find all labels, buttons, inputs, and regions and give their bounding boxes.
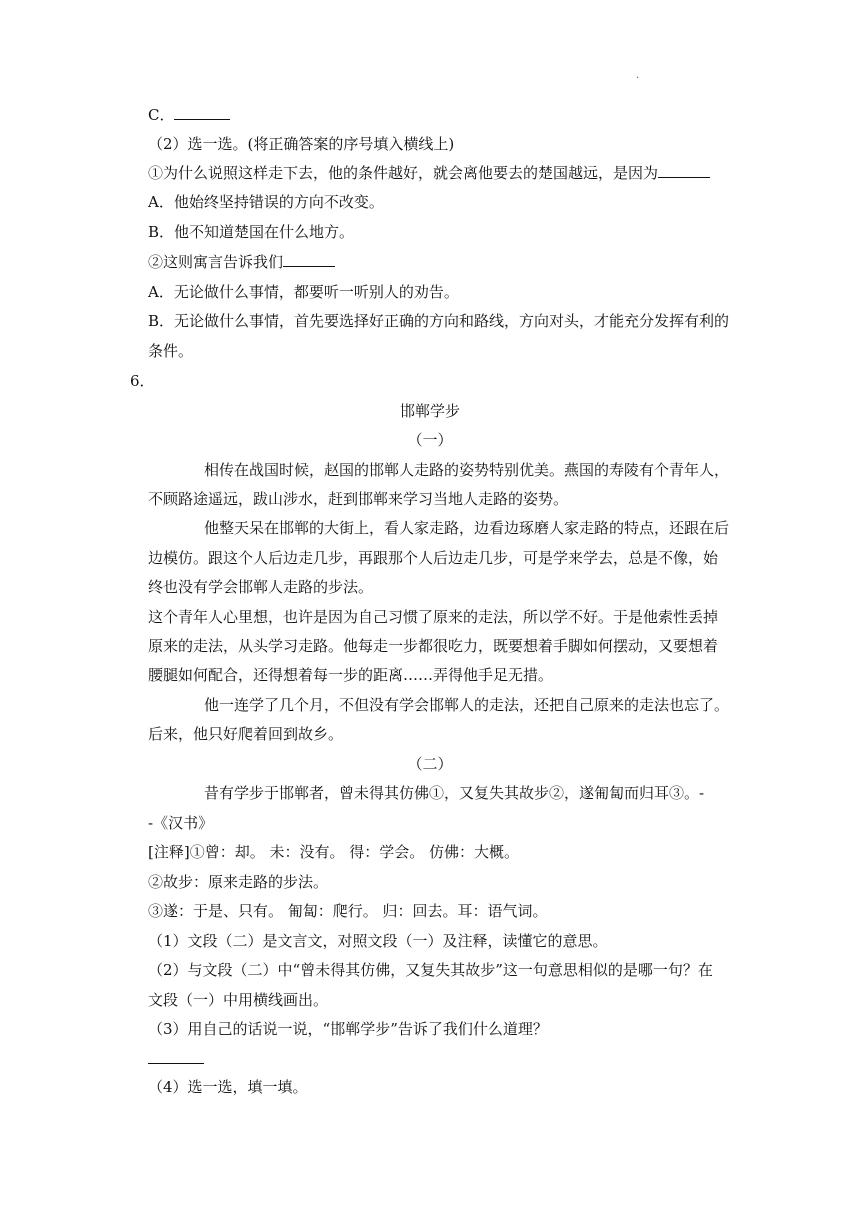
- q5-question-1: [148, 163, 710, 183]
- answer-blank[interactable]: [174, 105, 230, 120]
- q5-question-2: [148, 252, 335, 272]
- section-label: （一）: [407, 431, 453, 449]
- q5-option-c-label: C．: [148, 106, 175, 124]
- sub-question-3: （3）用自己的话说一说，“邯郸学步”告诉了我们什么道理？: [148, 1020, 548, 1038]
- annotation-line: ③遂：于是、只有。 匍匐：爬行。 归：回去。耳：语气词。: [148, 902, 548, 920]
- q5-q1-option-b: B．他不知道楚国在什么地方。: [148, 223, 355, 241]
- paragraph-line: 相传在战国时候，赵国的邯郸人走路的姿势特别优美。燕国的寿陵有个青年人，: [204, 461, 730, 479]
- answer-blank[interactable]: [148, 1063, 204, 1064]
- sub-question-1: （1）文段（二）是文言文，对照文段（一）及注释，读懂它的意思。: [148, 932, 608, 950]
- sub-question-2-line1: （2）与文段（二）中“曾未得其仿佛，又复失其故步”这一句意思相似的是哪一句？在: [148, 961, 713, 979]
- q5-q1-option-a: A．他始终坚持错误的方向不改变。: [148, 193, 384, 211]
- section-label: （二）: [407, 755, 453, 773]
- q5-part2-title: （2）选一选。(将正确答案的序号填入横线上): [148, 135, 455, 153]
- header-dot: .: [636, 70, 640, 81]
- answer-blank[interactable]: [658, 163, 710, 178]
- annotation-line: [注释]①曾：却。 未：没有。 得：学会。 仿佛：大概。: [148, 843, 520, 861]
- paragraph-line: 这个青年人心里想，也许是因为自己习惯了原来的走法，所以学不好。于是他索性丢掉: [148, 608, 719, 626]
- q5-q2-option-b-line1: B．无论做什么事情，首先要选择好正确的方向和路线，方向对头，才能充分发挥有利的: [148, 312, 730, 330]
- classical-text-source: -《汉书》: [148, 814, 214, 832]
- q5-question-1-text: ①为什么说照这样走下去，他的条件越好，就会离他要去的楚国越远，是因为: [148, 164, 659, 182]
- paragraph-line: 终也没有学会邯郸人走路的步法。: [148, 578, 374, 596]
- paragraph-line: 他一连学了几个月，不但没有学会邯郸人的走法，还把自己原来的走法也忘了。: [204, 696, 730, 714]
- q5-option-c: [148, 105, 230, 125]
- sub-question-2-line2: 文段（一）中用横线画出。: [148, 991, 329, 1009]
- paragraph-line: 腰腿如何配合，还得想着每一步的距离……弄得他手足无措。: [148, 666, 554, 684]
- sub-question-4: （4）选一选，填一填。: [148, 1078, 308, 1096]
- paragraph-line: 不顾路途遥远，跋山涉水，赶到邯郸来学习当地人走路的姿势。: [148, 490, 569, 508]
- paragraph-line: 后来，他只好爬着回到故乡。: [148, 725, 344, 743]
- q5-q2-option-a: A．无论做什么事情，都要听一听别人的劝告。: [148, 283, 459, 301]
- answer-blank[interactable]: [283, 252, 335, 267]
- q5-question-2-text: ②这则寓言告诉我们: [148, 253, 284, 271]
- paragraph-line: 边模仿。跟这个人后边走几步，再跟那个人后边走几步，可是学来学去，总是不像，始: [148, 549, 719, 567]
- annotation-line: ②故步：原来走路的步法。: [148, 873, 329, 891]
- question-number: 6．: [130, 372, 155, 390]
- q5-q2-option-b-line2: 条件。: [148, 342, 194, 360]
- paragraph-line: 原来的走法，从头学习走路。他每走一步都很吃力，既要想着手脚如何摆动，又要想着: [148, 637, 719, 655]
- passage-title: 邯郸学步: [399, 402, 460, 420]
- classical-text-line: 昔有学步于邯郸者，曾未得其仿佛①，又复失其故步②，遂匍匐而归耳③。-: [204, 784, 705, 802]
- paragraph-line: 他整天呆在邯郸的大街上，看人家走路，边看边琢磨人家走路的特点，还跟在后: [204, 519, 730, 537]
